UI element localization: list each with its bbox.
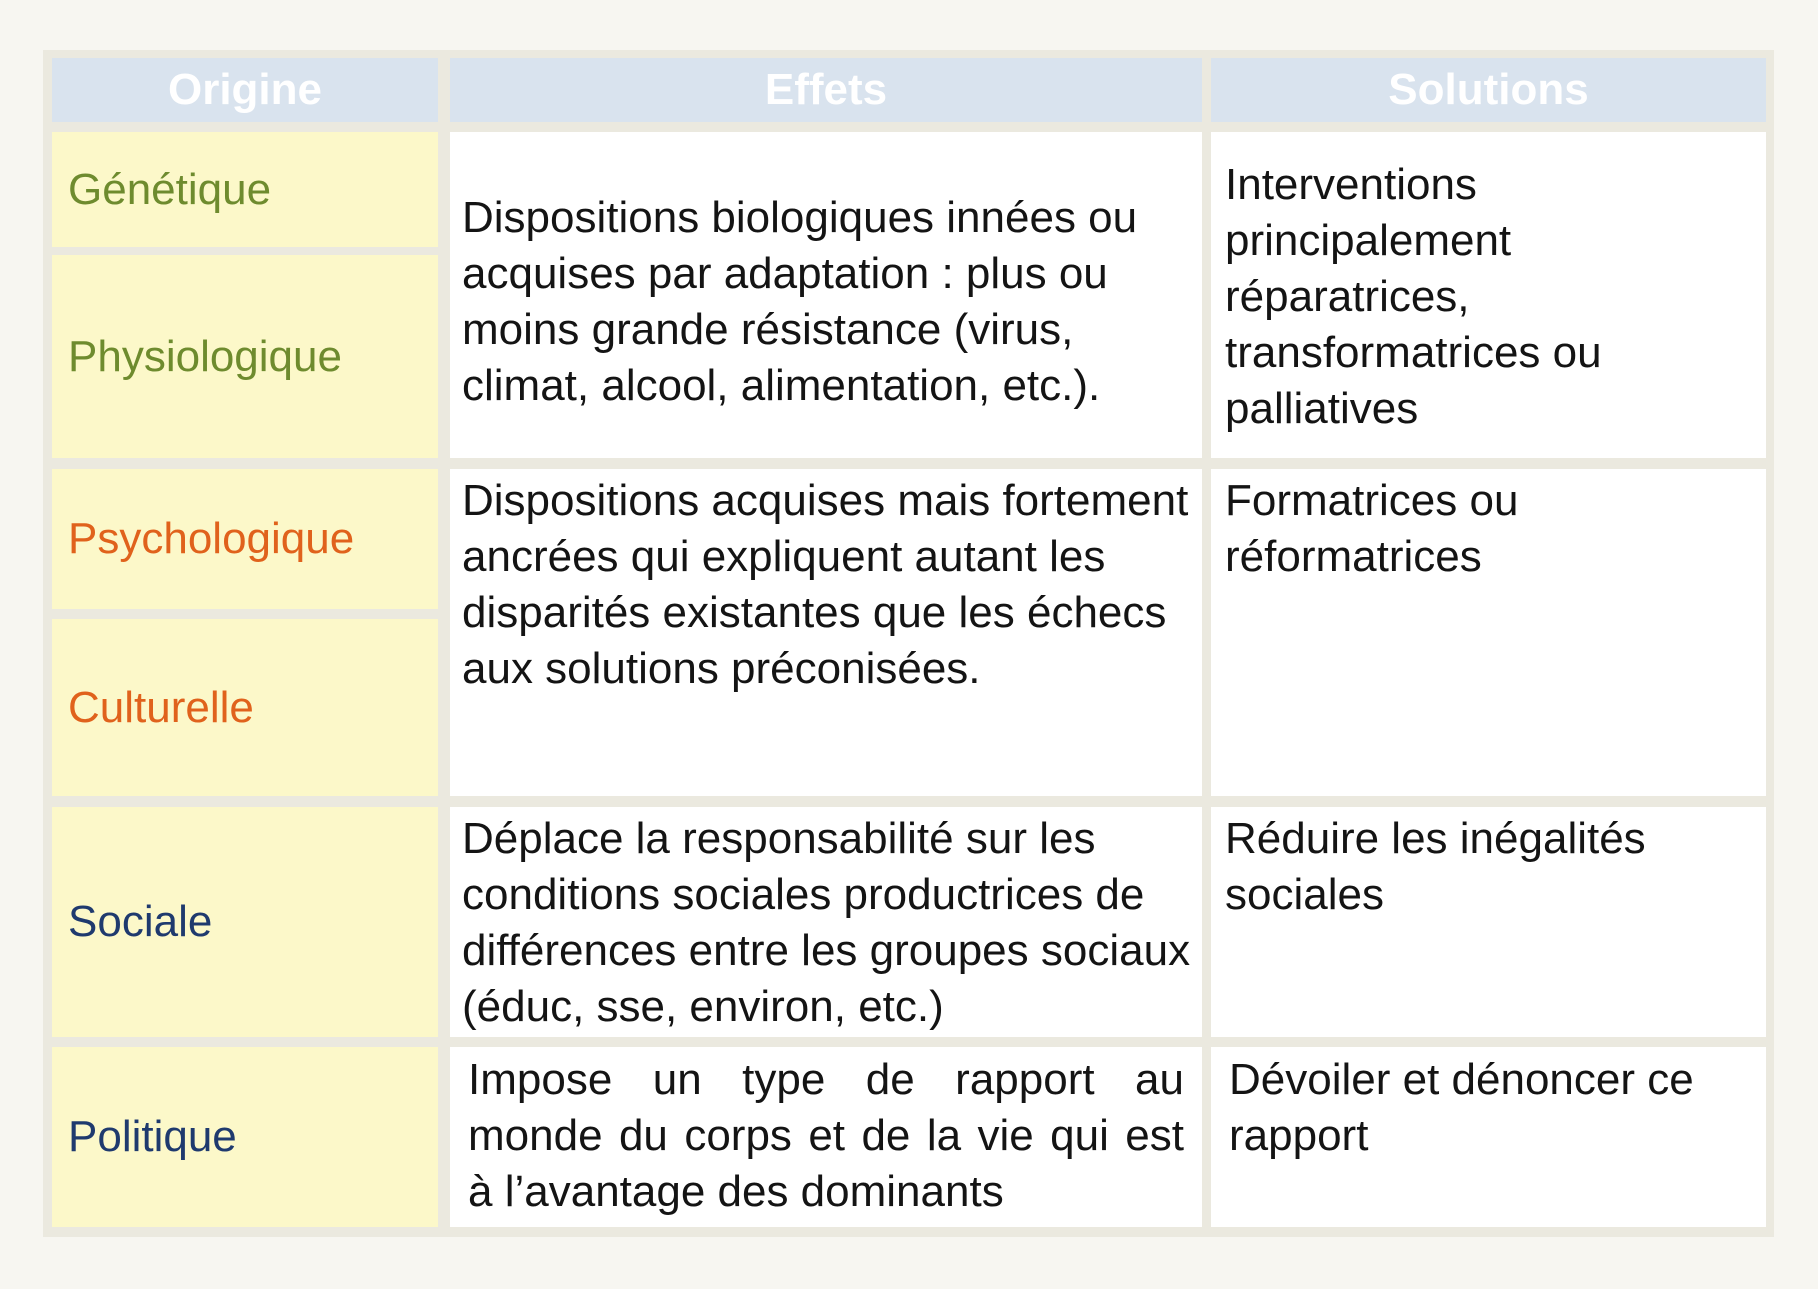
origin-genetique: Génétique — [52, 132, 438, 247]
effets-politique — [450, 1047, 1202, 1227]
header-solutions: Solutions — [1211, 58, 1766, 122]
solutions-sociale — [1211, 807, 1766, 1037]
effets-sociale-text: Déplace la responsabilité sur les conditions sociales productrices de différences entre les groupes sociaux (éduc, sse, environ, etc.) — [462, 814, 1191, 1031]
origin-physiologique: Physiologique — [52, 255, 438, 458]
solutions-psycho-cultural-text: Formatrices ou réformatrices — [1225, 476, 1519, 581]
solutions-biological — [1211, 132, 1766, 458]
solutions-sociale-text: Réduire les inégalités sociales — [1225, 814, 1646, 919]
origin-politique: Politique — [52, 1047, 438, 1227]
effets-psycho-cultural-text: Dispositions acquises mais fortement ancrées qui expliquent autant les disparités existantes que les échecs aux solutions préconisées. — [462, 476, 1189, 693]
solutions-biological-text: Interventions principalement réparatrices, transformatrices ou palliatives — [1225, 160, 1602, 433]
effets-biological-text: Dispositions biologiques innées ou acquises par adaptation : plus ou moins grande résistance (virus, climat, alcool, alimentation, etc.). — [462, 193, 1138, 410]
effets-biological — [450, 132, 1202, 458]
header-effets: Effets — [450, 58, 1202, 122]
origin-sociale: Sociale — [52, 807, 438, 1037]
effets-politique-text: Impose un type de rapport au monde du corps et de la vie qui est à l’avantage des dominants — [468, 1055, 1184, 1216]
effets-sociale — [450, 807, 1202, 1037]
solutions-psycho-cultural — [1211, 469, 1766, 796]
effets-psycho-cultural — [450, 469, 1202, 796]
origin-culturelle: Culturelle — [52, 619, 438, 796]
solutions-politique — [1211, 1047, 1766, 1227]
header-origine: Origine — [52, 58, 438, 122]
solutions-politique-text: Dévoiler et dénoncer ce rapport — [1229, 1055, 1694, 1160]
origin-psychologique: Psychologique — [52, 469, 438, 609]
